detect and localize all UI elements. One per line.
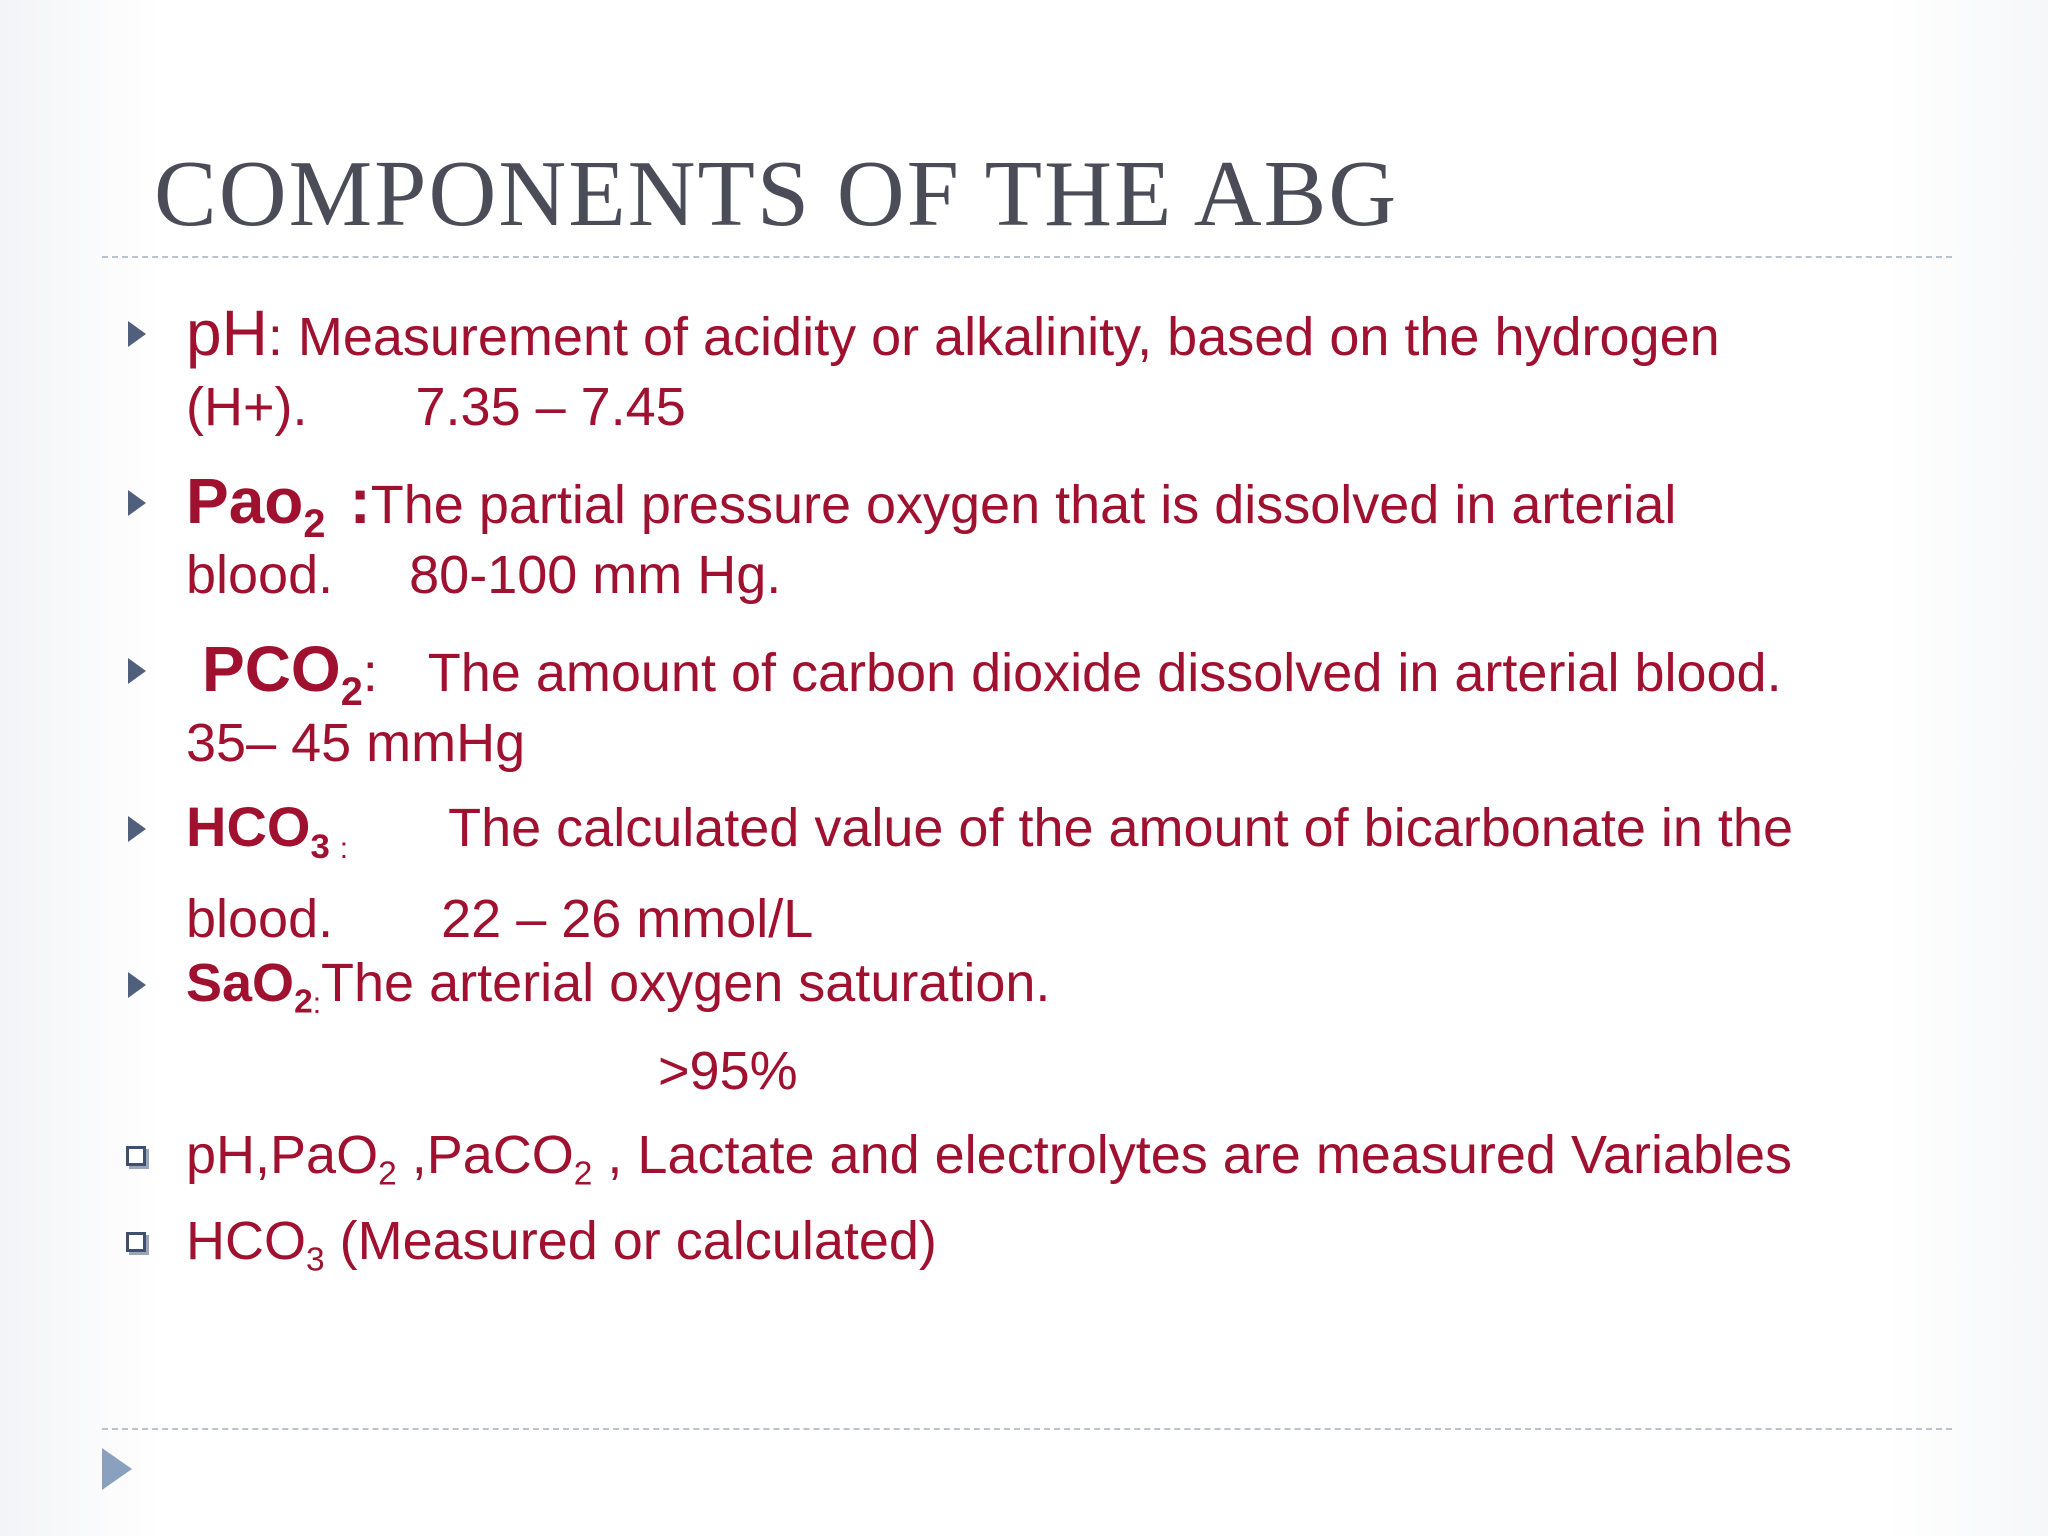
item-value: 22 – 26 mmol/L	[441, 889, 814, 949]
slide-title: COMPONENTS OF THE ABG	[154, 142, 1399, 246]
term-pco2: $PCO_2$	[202, 633, 363, 714]
triangle-bullet-icon	[128, 658, 146, 684]
list-item-sao2	[186, 948, 1906, 1039]
item-description: The calculated value of the amount of bicarbonate in the	[448, 798, 1793, 858]
triangle-bullet-icon	[128, 972, 146, 998]
list-item-pco2	[186, 634, 1906, 778]
item-value: 35– 45 mmHg	[186, 713, 526, 773]
term-sao2: SaO$_2$	[186, 953, 313, 1021]
list-item-hco3	[186, 792, 1906, 954]
item-description: The arterial oxygen saturation.	[321, 953, 1051, 1013]
item-line2: blood.	[186, 545, 334, 605]
triangle-bullet-icon	[128, 321, 146, 347]
item-value: 80-100 mm Hg.	[409, 545, 782, 605]
item-description: The amount of carbon dioxide dissolved in arterial blood.	[427, 643, 1782, 703]
term-separator: :	[349, 465, 371, 537]
item-line2: blood.	[186, 889, 334, 949]
sao2-value-line	[658, 1036, 1258, 1106]
next-slide-arrow-icon[interactable]	[102, 1448, 132, 1490]
item-description: Measurement of acidity or alkalinity, based on the hydrogen	[282, 307, 1720, 367]
triangle-bullet-icon	[128, 490, 146, 516]
item-value: >95%	[658, 1041, 798, 1101]
note-measured-variables: pH,PaO$_2$ ,PaCO$_2$ , Lactate and electrolytes are measured Variables	[186, 1125, 1793, 1193]
square-bullet-icon	[126, 1232, 146, 1252]
term-pao2: Pao$_2$	[186, 465, 326, 546]
item-line2: (H+).	[186, 377, 308, 437]
term-ph: pH	[186, 297, 268, 369]
list-item-ph	[186, 298, 1906, 442]
term-separator: :	[339, 832, 349, 865]
term-separator: :	[312, 987, 322, 1020]
term-separator: :	[362, 643, 378, 703]
square-bullet-icon	[126, 1146, 146, 1166]
term-separator: :	[267, 307, 283, 367]
note-bicarbonate: $HCO_3$ (Measured or calculated)	[186, 1211, 937, 1279]
list-item-pao2	[186, 466, 1906, 610]
footer-divider	[102, 1428, 1952, 1430]
item-description: The partial pressure oxygen that is dissolved in arterial	[370, 475, 1677, 535]
term-hco3: $HCO_3$	[186, 795, 330, 867]
triangle-bullet-icon	[128, 816, 146, 842]
title-divider	[102, 256, 1952, 258]
item-value: 7.35 – 7.45	[415, 377, 686, 437]
